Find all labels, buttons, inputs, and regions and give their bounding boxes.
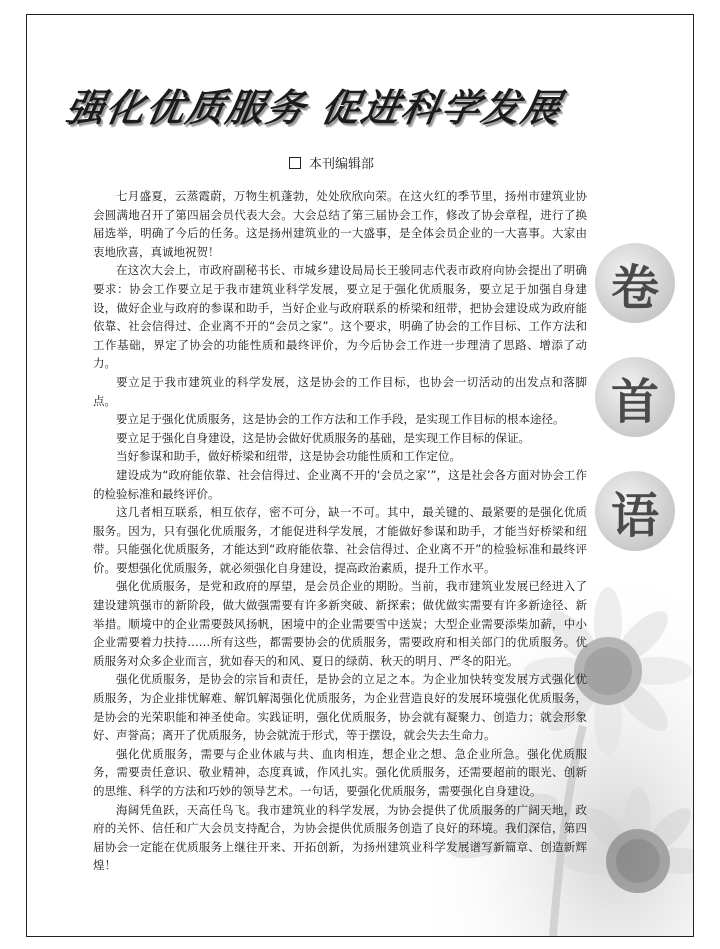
byline	[289, 153, 374, 172]
paragraph: 要立足于强化优质服务，这是协会的工作方法和工作手段，是实现工作目标的根本途径。	[116, 412, 565, 427]
paragraph: 强化优质服务，是协会的宗旨和责任，是协会的立足之本。为企业加快转变发展方式强化优质服务，为企业排忧解难、解饥解渴强化优质服务，为企业营造良好的发展环境强化优质服务，是协会的光荣职能和神圣使命。实践证明，强化优质服务，协会就有凝聚力、创造力；就会形象好、声誉高；离开了优质服务，协会就流于形式，等于摆设，就会失去生命力。	[93, 672, 587, 743]
article-title: 强化优质服务 促进科学发展	[62, 86, 566, 130]
byline-author: 本刊编辑部	[309, 157, 375, 172]
page-frame	[26, 14, 694, 937]
paragraph: 建设成为“政府能依靠、社会信得过、企业离不开的‘会员之家’”，这是社会各方面对协会工作的检验标准和最终评价。	[93, 467, 587, 501]
paragraph: 要立足于强化自身建设，这是协会做好优质服务的基础，是实现工作目标的保证。	[116, 430, 530, 445]
side-label	[595, 243, 675, 585]
paragraph: 强化优质服务，是党和政府的厚望，是会员企业的期盼。当前，我市建筑业发展已经进入了建设建筑强市的新阶段，做大做强需要有许多新突破、新探索；做优做实需要有许多新途径、新举措。顺境中的企业需要鼓风扬帆，困境中的企业需要雪中送炭；大型企业需要添柴加薪，中小企业需要着力扶持……所有这些，都需要协会的优质服务，需要政府和相关部门的优质服务。优质服务对众多企业而言，犹如春天的和风、夏日的绿荫、秋天的明月、严冬的阳光。	[93, 579, 587, 668]
paragraph: 这几者相互联系，相互依存，密不可分，缺一不可。其中，最关键的、最紧要的是强化优质服务。因为，只有强化优质服务，才能促进科学发展，才能做好参谋和助手，才能当好桥梁和纽带。只能强化优质服务，才能达到“政府能依靠、社会信得过、企业离不开”的检验标准和最终评价。要想强化优质服务，就必须强化自身建设，提高政治素质，提升工作水平。	[93, 505, 587, 575]
square-bullet-icon	[289, 157, 301, 169]
paragraph: 七月盛夏，云蒸霞蔚，万物生机蓬勃，处处欣欣向荣。在这火红的季节里，扬州市建筑业协会圆满地召开了第四届会员代表大会。大会总结了第三届协会工作，修改了协会章程，进行了换届选举，明确了今后的任务。这是扬州建筑业的一大盛事，是全体会员企业的一大喜事。大家由衷地欣喜，真诚地祝贺！	[93, 189, 587, 259]
paragraph: 当好参谋和助手，做好桥梁和纽带，这是协会功能性质和工作定位。	[116, 449, 461, 464]
side-label-char: 首	[595, 357, 675, 437]
article-body	[93, 187, 587, 875]
paragraph: 海阔凭鱼跃，天高任鸟飞。我市建筑业的科学发展，为协会提供了优质服务的广阔天地，政府的关怀、信任和广大会员支持配合，为协会提供优质服务创造了良好的环境。我们深信，第四届协会一定能在优质服务上继往开来、开拓创新，为扬州建筑业科学发展谱写新篇章、创造新辉煌！	[93, 802, 587, 873]
paragraph: 强化优质服务，需要与企业休戚与共、血肉相连，想企业之想、急企业所急。强化优质服务，需要责任意识、敬业精神，态度真诚，作风扎实。强化优质服务，还需要超前的眼光、创新的思维、科学的方法和巧妙的领导艺术。一句话，要强化优质服务，需要强化自身建设。	[93, 746, 587, 798]
side-label-char: 语	[595, 471, 675, 551]
paragraph: 在这次大会上，市政府副秘书长、市城乡建设局局长王骏同志代表市政府向协会提出了明确要求：协会工作要立足于我市建筑业科学发展，要立足于强化优质服务，要立足于加强自身建设，做好企业与政府的参谋和助手，当好企业与政府联系的桥梁和纽带，把协会建设成为政府能依靠、社会信得过、企业离不开的“会员之家”。这个要求，明确了协会的工作目标、工作方法和工作基础，界定了协会的功能性质和最终评价，为今后协会工作进一步理清了思路、增添了动力。	[93, 263, 587, 371]
paragraph: 要立足于我市建筑业的科学发展，这是协会的工作目标，也协会一切活动的出发点和落脚点。	[93, 374, 587, 408]
side-label-char: 卷	[595, 243, 675, 323]
